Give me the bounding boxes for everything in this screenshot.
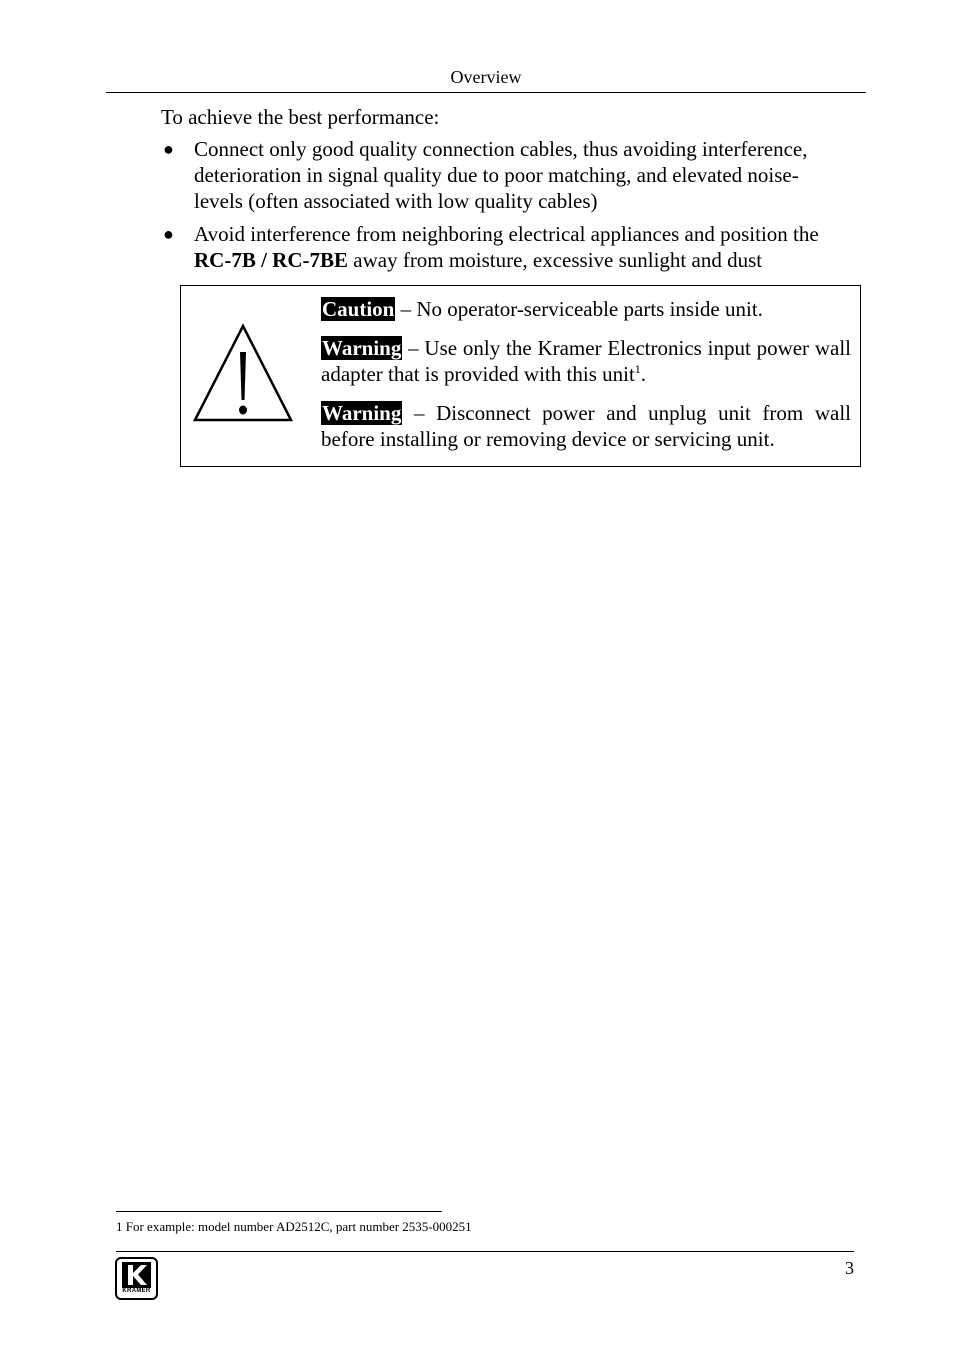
caution-text: – No operator-serviceable parts inside unit. xyxy=(395,297,763,321)
warning-triangle-icon xyxy=(191,322,295,426)
warning-disconnect-text: – Disconnect power and unplug unit from wall before installing or removing device or servicing unit. xyxy=(321,401,851,451)
performance-bullet-list xyxy=(161,136,851,280)
bullet-text-before: Avoid interference from neighboring electrical appliances and position the xyxy=(194,222,819,246)
list-item xyxy=(161,136,851,214)
footnote-text: 1 For example: model number AD2512C, part number 2535-000251 xyxy=(116,1219,472,1234)
kramer-k-icon xyxy=(122,1262,151,1288)
warning-label: Warning xyxy=(322,401,402,425)
bullet-text: Connect only good quality connection cables, thus avoiding interference, deterioration in signal quality due to poor matching, and elevated noise- levels (often associated with low quality cables) xyxy=(194,137,808,213)
intro-text: To achieve the best performance: xyxy=(161,105,440,129)
warning-disconnect-notice xyxy=(321,400,851,452)
footnote-ref[interactable]: 1 xyxy=(634,362,641,376)
footnote-rule xyxy=(116,1211,442,1212)
header-title: Overview xyxy=(450,67,522,87)
product-name: RC-7B / RC-7BE xyxy=(194,248,349,272)
notice-text xyxy=(321,296,851,465)
warning-adapter-notice xyxy=(321,335,851,387)
safety-notice-box xyxy=(180,285,861,467)
warning-label: Warning xyxy=(322,336,402,360)
footer-rule xyxy=(116,1251,854,1252)
bullet-icon: ● xyxy=(163,139,174,159)
header-rule xyxy=(106,92,866,93)
list-item xyxy=(161,221,851,273)
caution-notice xyxy=(321,296,851,322)
kramer-logo xyxy=(115,1257,158,1300)
caution-label: Caution xyxy=(322,297,395,321)
page-number: 3 xyxy=(845,1258,854,1278)
bullet-icon: ● xyxy=(163,224,174,244)
warning-adapter-text: – Use only the Kramer Electronics input power wall adapter that is provided with this unit xyxy=(321,336,851,386)
warning-adapter-text-end: . xyxy=(640,362,647,386)
logo-wordmark: KRAMER xyxy=(122,1288,151,1294)
bullet-text-after: away from moisture, excessive sunlight and dust xyxy=(348,248,763,272)
